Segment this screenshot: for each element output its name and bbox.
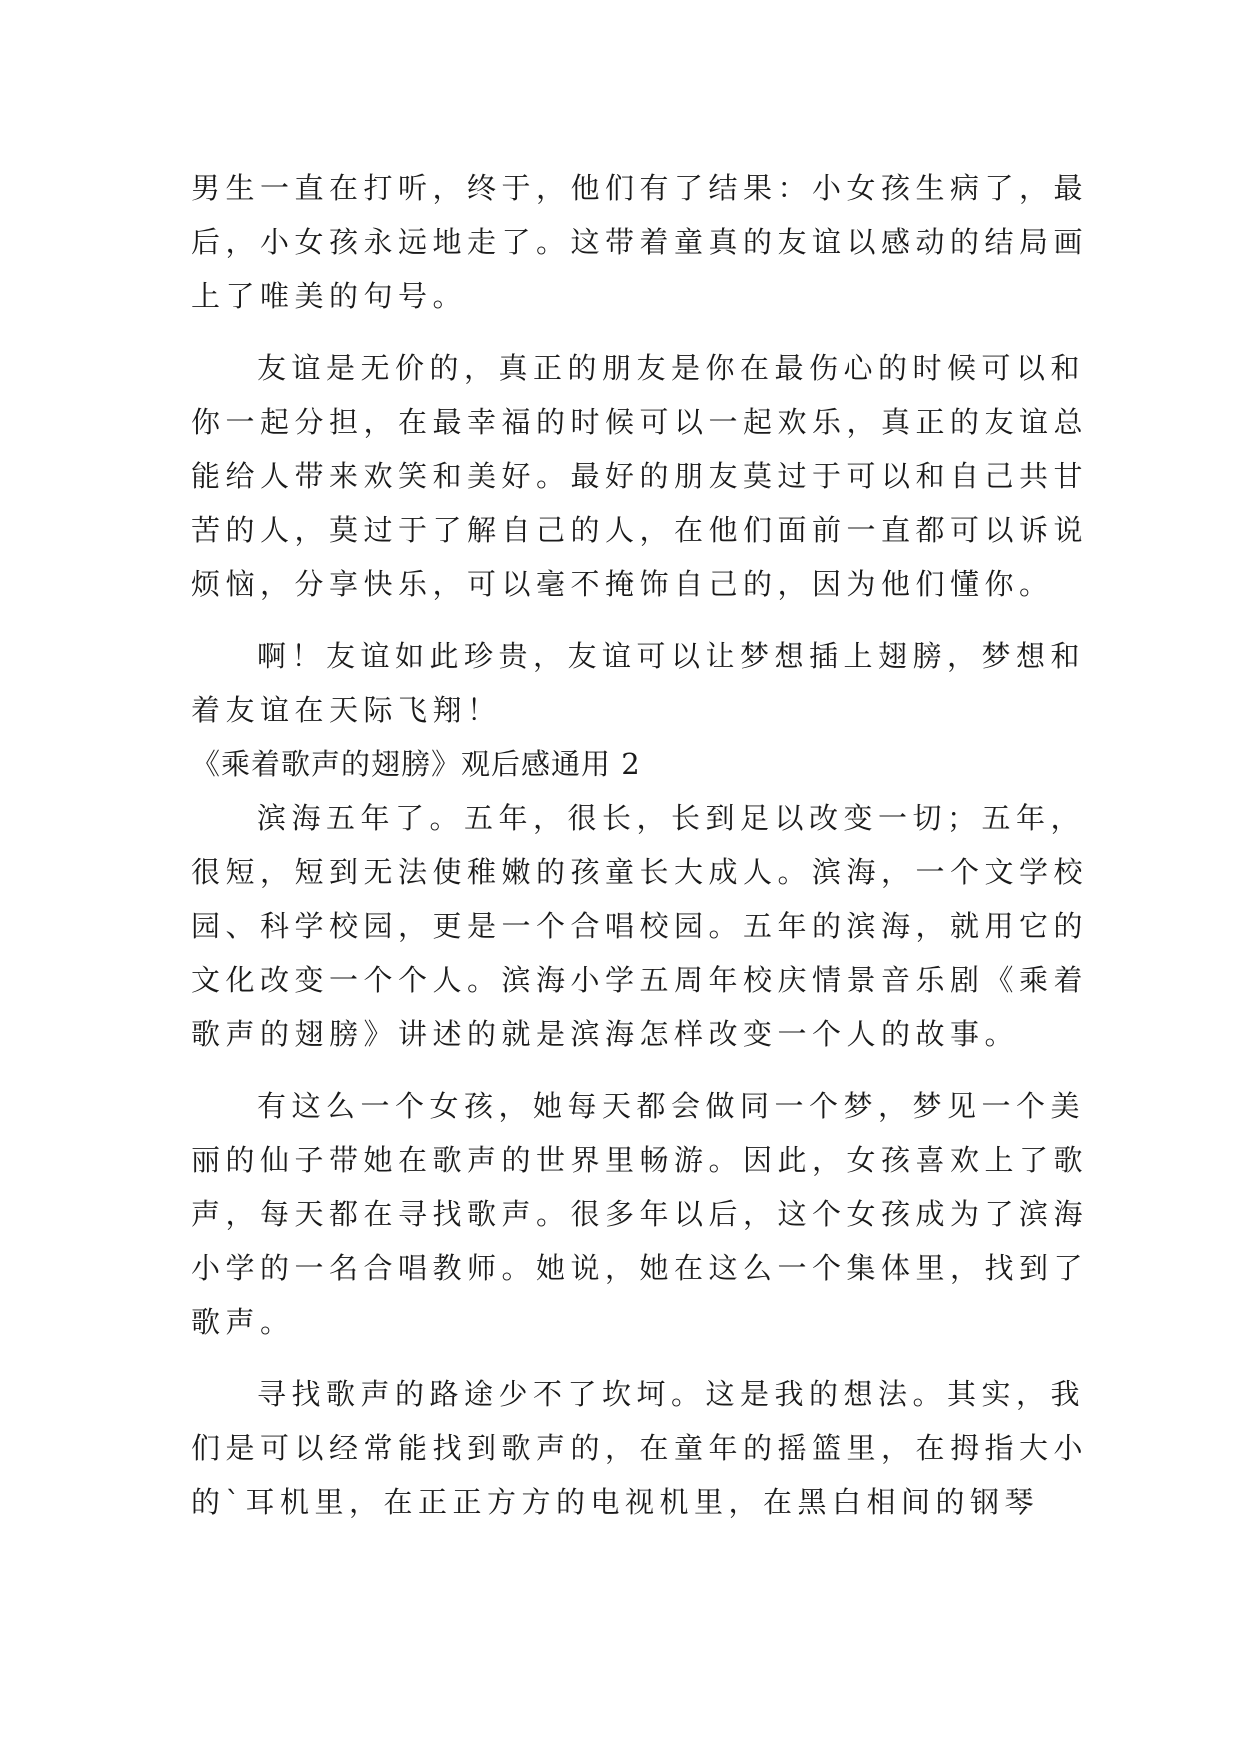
text-line: 苦的人，莫过于了解自己的人，在他们面前一直都可以诉说	[191, 513, 1089, 547]
text-line: 有这么一个女孩，她每天都会做同一个梦，梦见一个美	[257, 1089, 1086, 1123]
text-line: 烦恼，分享快乐，可以毫不掩饰自己的，因为他们懂你。	[191, 567, 1054, 601]
text-line: 丽的仙子带她在歌声的世界里畅游。因此，女孩喜欢上了歌	[191, 1143, 1089, 1177]
paragraph	[191, 161, 1089, 323]
text-line: 园、科学校园，更是一个合唱校园。五年的滨海，就用它的	[191, 909, 1089, 943]
text-line: 很短，短到无法使稚嫩的孩童长大成人。滨海，一个文学校	[191, 855, 1089, 889]
text-line: 寻找歌声的路途少不了坎坷。这是我的想法。其实，我	[257, 1377, 1086, 1411]
text-line: 后，小女孩永远地走了。这带着童真的友谊以感动的结局画	[191, 225, 1089, 259]
text-line: 能给人带来欢笑和美好。最好的朋友莫过于可以和自己共甘	[191, 459, 1089, 493]
text-line: 你一起分担，在最幸福的时候可以一起欢乐，真正的友谊总	[191, 405, 1089, 439]
paragraph	[191, 629, 1086, 737]
text-line: 歌声。	[191, 1305, 295, 1339]
paragraph	[191, 1079, 1089, 1349]
text-line: 男生一直在打听，终于，他们有了结果：小女孩生病了，最	[191, 171, 1089, 205]
text-line: 上了唯美的句号。	[191, 279, 468, 313]
text-line: 的`耳机里，在正正方方的电视机里，在黑白相间的钢琴	[191, 1485, 1040, 1519]
section-heading: 《乘着歌声的翅膀》观后感通用 2	[191, 747, 641, 781]
text-line: 文化改变一个个人。滨海小学五周年校庆情景音乐剧《乘着	[191, 963, 1089, 997]
paragraph	[191, 341, 1089, 611]
text-line: 着友谊在天际飞翔！	[191, 693, 502, 727]
text-line: 啊！友谊如此珍贵，友谊可以让梦想插上翅膀，梦想和	[257, 639, 1086, 673]
paragraph	[191, 1367, 1089, 1529]
paragraph-gap	[191, 323, 1051, 341]
text-line: 友谊是无价的，真正的朋友是你在最伤心的时候可以和	[257, 351, 1086, 385]
paragraph-gap	[191, 1061, 1051, 1079]
text-line: 声，每天都在寻找歌声。很多年以后，这个女孩成为了滨海	[191, 1197, 1089, 1231]
text-line: 小学的一名合唱教师。她说，她在这么一个集体里，找到了	[191, 1251, 1089, 1285]
paragraph	[191, 791, 1089, 1061]
paragraph-gap	[191, 1349, 1051, 1367]
text-line: 们是可以经常能找到歌声的，在童年的摇篮里，在拇指大小	[191, 1431, 1089, 1465]
paragraph-gap	[191, 611, 1051, 629]
text-line: 歌声的翅膀》讲述的就是滨海怎样改变一个人的故事。	[191, 1017, 1020, 1051]
text-line: 滨海五年了。五年，很长，长到足以改变一切；五年，	[257, 801, 1086, 835]
document-body	[191, 161, 1089, 1529]
